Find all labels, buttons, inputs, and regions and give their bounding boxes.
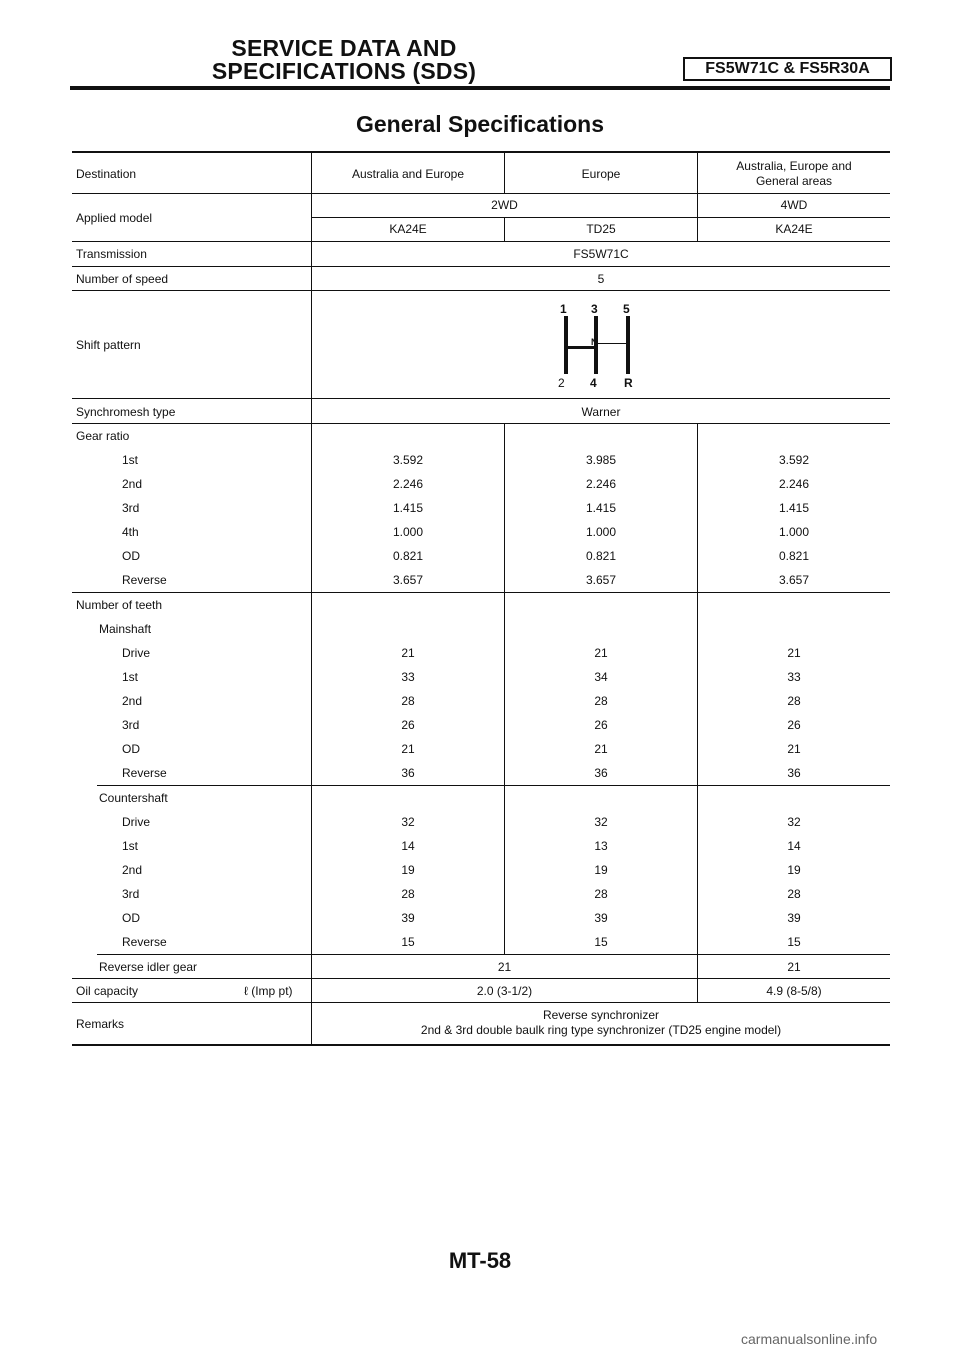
row-divider: [72, 290, 890, 291]
countershaft-value: 19: [401, 863, 415, 877]
countershaft-value: 13: [594, 839, 608, 853]
countershaft-row-label: 2nd: [122, 863, 143, 877]
mainshaft-value: 26: [787, 718, 801, 732]
gear-ratio-value: 2.246: [585, 477, 617, 491]
row-divider: [72, 1002, 890, 1003]
countershaft-value: 28: [787, 887, 801, 901]
mainshaft-row-label: 2nd: [122, 694, 143, 708]
mainshaft-row-label: 1st: [122, 670, 139, 684]
row-divider: [72, 423, 890, 424]
row-divider: [97, 785, 890, 786]
row-divider: [72, 978, 890, 979]
countershaft-row-label: OD: [122, 911, 140, 925]
page-number: MT-58: [448, 1248, 512, 1273]
oil-capacity-value-4wd: 4.9 (8-5/8): [766, 984, 822, 998]
gear-neutral-label: N: [591, 337, 598, 347]
model-badge: FS5W71C & FS5R30A: [683, 57, 892, 81]
applied-model-col2: TD25: [586, 222, 616, 236]
remarks-line1: Reverse synchronizer: [542, 1008, 660, 1022]
watermark[interactable]: carmanualsonline.info: [741, 1331, 878, 1347]
countershaft-value: 19: [787, 863, 801, 877]
gear-ratio-value: 2.246: [778, 477, 810, 491]
gear-ratio-row-label: Reverse: [122, 573, 167, 587]
table-bottom-rule: [72, 1044, 890, 1046]
countershaft-value: 14: [401, 839, 415, 853]
gear-ratio-value: 3.657: [392, 573, 424, 587]
oil-capacity-label: Oil capacity: [76, 984, 139, 998]
mainshaft-value: 34: [594, 670, 608, 684]
gear-ratio-value: 1.415: [778, 501, 810, 515]
shift-gate-1-2: [564, 316, 568, 374]
gear-ratio-value: 3.592: [778, 453, 810, 467]
page-title: General Specifications: [356, 111, 604, 137]
section-title-line2: SPECIFICATIONS (SDS): [211, 58, 477, 84]
remarks-label: Remarks: [76, 1017, 125, 1031]
row-divider: [72, 266, 890, 267]
destination-col1: Australia and Europe: [351, 167, 465, 181]
countershaft-value: 14: [787, 839, 801, 853]
table-top-rule: [72, 151, 890, 153]
countershaft-value: 39: [401, 911, 415, 925]
page-header: [70, 34, 890, 86]
countershaft-value: 28: [594, 887, 608, 901]
gear-ratio-label: Gear ratio: [76, 429, 130, 443]
countershaft-row-label: 3rd: [122, 887, 140, 901]
mainshaft-value: 26: [594, 718, 608, 732]
mainshaft-value: 21: [787, 742, 801, 756]
shift-pattern-label: Shift pattern: [76, 338, 141, 352]
mainshaft-value: 21: [401, 646, 415, 660]
header-rule: [70, 86, 890, 90]
mainshaft-row-label: OD: [122, 742, 140, 756]
row-divider: [72, 592, 890, 593]
applied-model-label: Applied model: [76, 211, 153, 225]
row-divider: [72, 241, 890, 242]
mainshaft-value: 36: [594, 766, 608, 780]
row-divider: [72, 398, 890, 399]
shift-gate-5-r: [626, 316, 630, 374]
oil-capacity-unit: ℓ (Imp pt): [244, 984, 293, 998]
countershaft-row-label: Reverse: [122, 935, 167, 949]
gear-ratio-row-label: 2nd: [122, 477, 143, 491]
mainshaft-value: 26: [401, 718, 415, 732]
gear-5-label: 5: [623, 302, 630, 316]
spec-table: [72, 151, 890, 1046]
gear-ratio-row-label: OD: [122, 549, 140, 563]
countershaft-value: 15: [787, 935, 801, 949]
gear-ratio-value: 1.000: [778, 525, 810, 539]
destination-col3-line2: General areas: [755, 174, 833, 188]
gear-4-label: 4: [590, 376, 597, 390]
applied-model-2wd: 2WD: [491, 198, 518, 212]
mainshaft-value: 33: [787, 670, 801, 684]
countershaft-value: 39: [594, 911, 608, 925]
destination-col2: Europe: [581, 167, 621, 181]
applied-model-col1: KA24E: [389, 222, 427, 236]
gear-ratio-value: 1.000: [585, 525, 617, 539]
applied-model-4wd: 4WD: [780, 198, 808, 212]
gear-ratio-value: 3.657: [585, 573, 617, 587]
mainshaft-value: 21: [594, 742, 608, 756]
remarks-line2: 2nd & 3rd double baulk ring type synchronizer (TD25 engine model): [420, 1023, 782, 1037]
mainshaft-value: 21: [401, 742, 415, 756]
gear-ratio-row-label: 1st: [122, 453, 139, 467]
shift-pattern-diagram-icon: [554, 299, 644, 391]
number-of-speed-label: Number of speed: [76, 272, 169, 286]
synchromesh-value: Warner: [581, 405, 621, 419]
gear-ratio-value: 3.657: [778, 573, 810, 587]
countershaft-value: 28: [401, 887, 415, 901]
countershaft-value: 39: [787, 911, 801, 925]
mainshaft-value: 36: [401, 766, 415, 780]
gear-reverse-label: R: [624, 376, 633, 390]
section-title-line1: SERVICE DATA AND: [231, 35, 457, 61]
gear-ratio-value: 3.985: [585, 453, 617, 467]
countershaft-row-label: Drive: [122, 815, 151, 829]
countershaft-value: 19: [594, 863, 608, 877]
gear-ratio-value: 1.415: [392, 501, 424, 515]
mainshaft-row-label: Drive: [122, 646, 151, 660]
countershaft-value: 32: [594, 815, 608, 829]
gear-3-label: 3: [591, 302, 598, 316]
reverse-idler-value-4wd: 21: [787, 960, 801, 974]
countershaft-value: 15: [401, 935, 415, 949]
number-of-speed-value: 5: [597, 272, 605, 286]
gear-ratio-value: 1.415: [585, 501, 617, 515]
oil-capacity-value-2wd: 2.0 (3-1/2): [476, 984, 533, 998]
mainshaft-value: 33: [401, 670, 415, 684]
countershaft-value: 32: [787, 815, 801, 829]
mainshaft-value: 21: [594, 646, 608, 660]
mainshaft-row-label: 3rd: [122, 718, 140, 732]
destination-label: Destination: [76, 167, 137, 181]
countershaft-value: 15: [594, 935, 608, 949]
gear-ratio-row-label: 4th: [122, 525, 139, 539]
mainshaft-value: 28: [401, 694, 415, 708]
row-divider: [72, 193, 890, 194]
gear-2-label: 2: [558, 376, 565, 390]
gear-ratio-row-label: 3rd: [122, 501, 140, 515]
applied-model-col3: KA24E: [775, 222, 813, 236]
reverse-idler-value-2wd: 21: [497, 960, 512, 974]
reverse-idler-label: Reverse idler gear: [99, 960, 198, 974]
countershaft-value: 32: [401, 815, 415, 829]
gear-ratio-value: 1.000: [392, 525, 424, 539]
countershaft-label: Countershaft: [99, 791, 168, 805]
gear-ratio-value: 0.821: [392, 549, 424, 563]
row-divider: [311, 217, 890, 218]
gear-ratio-value: 0.821: [778, 549, 810, 563]
mainshaft-value: 36: [787, 766, 801, 780]
mainshaft-value: 28: [594, 694, 608, 708]
countershaft-row-label: 1st: [122, 839, 139, 853]
gear-ratio-value: 0.821: [585, 549, 617, 563]
transmission-value: FS5W71C: [573, 247, 629, 261]
row-divider: [97, 954, 890, 955]
gear-ratio-value: 3.592: [392, 453, 424, 467]
transmission-label: Transmission: [76, 247, 147, 261]
mainshaft-row-label: Reverse: [122, 766, 167, 780]
mainshaft-value: 28: [787, 694, 801, 708]
mainshaft-label: Mainshaft: [99, 622, 152, 636]
gear-ratio-value: 2.246: [392, 477, 424, 491]
gear-1-label: 1: [560, 302, 567, 316]
mainshaft-value: 21: [787, 646, 801, 660]
teeth-label: Number of teeth: [76, 598, 163, 612]
destination-col3-line1: Australia, Europe and: [736, 159, 852, 173]
shift-crossbar-right: [598, 343, 630, 344]
synchromesh-label: Synchromesh type: [76, 405, 176, 419]
